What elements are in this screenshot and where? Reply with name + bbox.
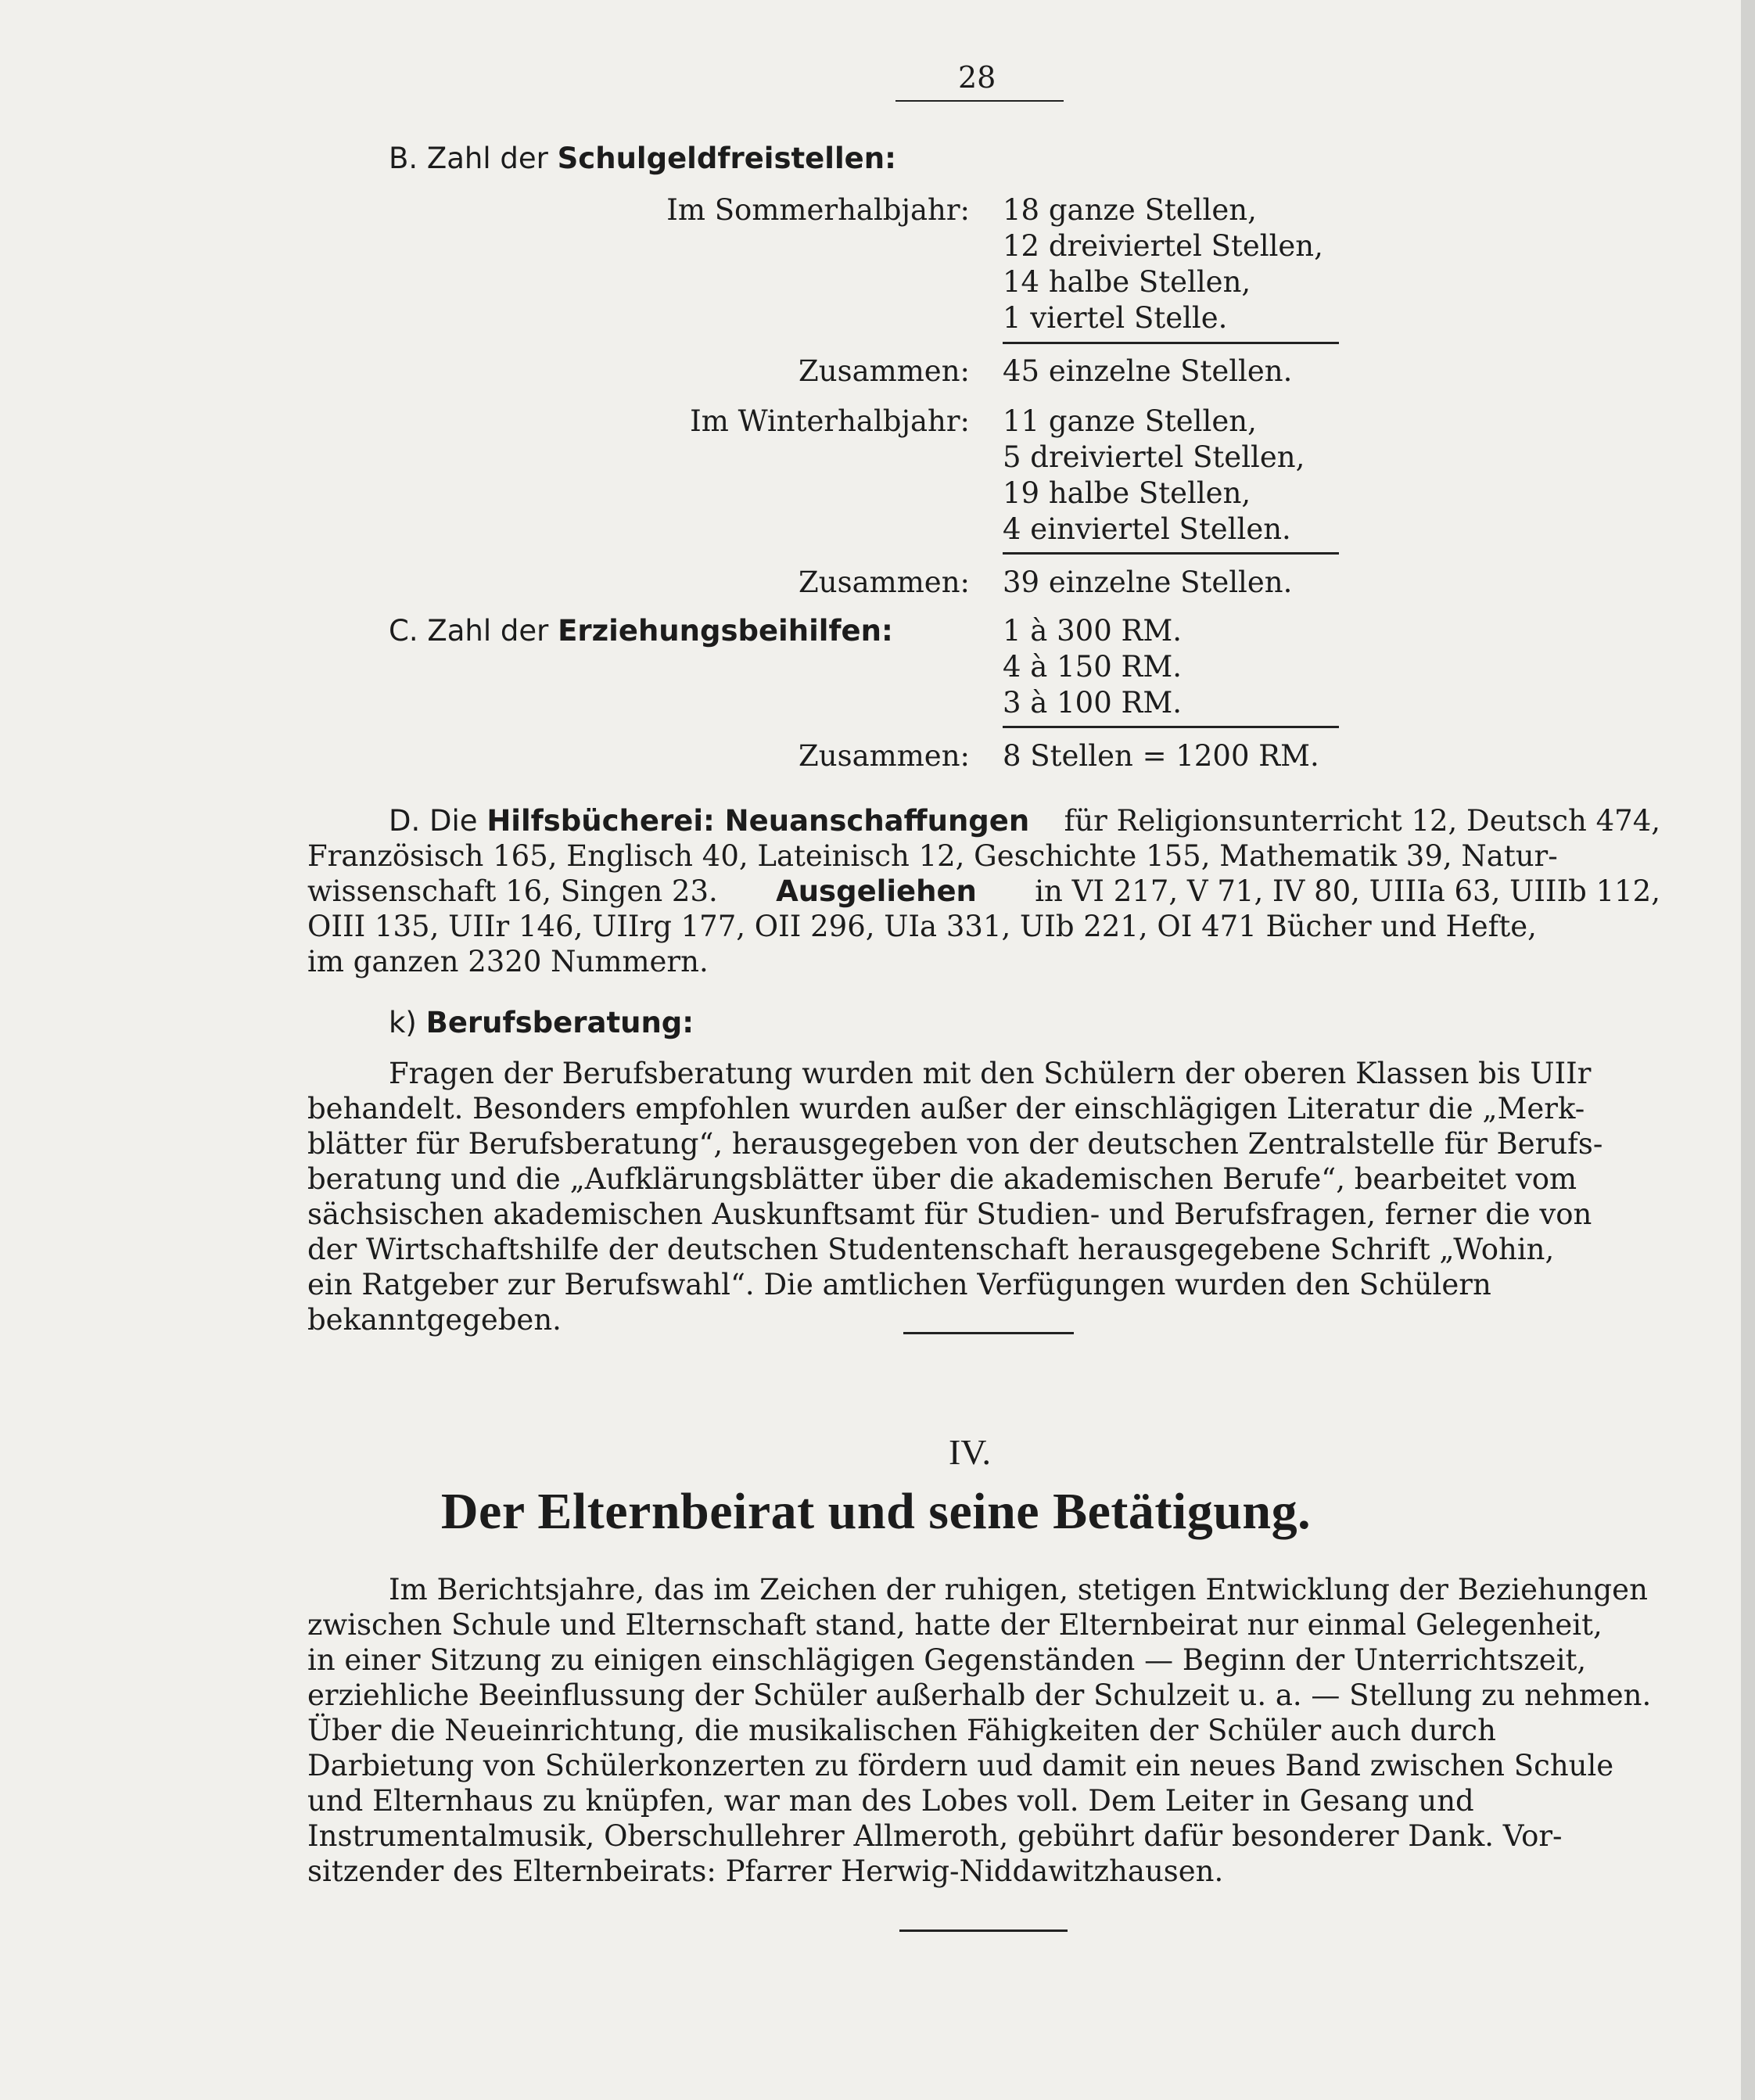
chapter-line-2-text: zwischen Schule und Elternschaft stand, hatte der Elternbeirat nur einmal Gelegenheit, xyxy=(307,1608,1602,1642)
summer-line-4: 1 viertel Stelle. xyxy=(1003,301,1228,335)
section-k-heading xyxy=(389,1005,694,1041)
section-k-line-5-text: sächsischen akademischen Auskunftsamt für Studien- und Berufsfragen, ferner die von xyxy=(307,1197,1592,1231)
winter-label: Im Winterhalbjahr: xyxy=(690,404,970,438)
section-d-line-5 xyxy=(307,944,1660,979)
section-k-prefix: k) xyxy=(389,1006,417,1039)
section-k-line-3 xyxy=(307,1126,1660,1161)
section-d-line-2 xyxy=(307,838,1660,874)
summer-total-value: 45 einzelne Stellen. xyxy=(1003,354,1293,388)
section-k-line-2-text: behandelt. Besonders empfohlen wurden außer der einschlägigen Literatur die „Merk- xyxy=(307,1092,1585,1125)
section-k-line-6 xyxy=(307,1232,1660,1267)
section-d-line-4 xyxy=(307,909,1660,944)
winter-sum-rule xyxy=(1003,552,1339,555)
section-d-prefix xyxy=(307,803,1029,838)
section-k-line-7-text: ein Ratgeber zur Berufswahl“. Die amtlichen Verfügungen wurden den Schülern xyxy=(307,1268,1491,1301)
chapter-line-9 xyxy=(307,1854,1660,1889)
section-c-sum-rule xyxy=(1003,726,1339,728)
section-c-total-label: Zusammen: xyxy=(799,739,970,773)
section-k-bold-label: Berufsberatung: xyxy=(425,1006,694,1039)
section-d-paragraph xyxy=(307,803,1660,979)
chapter-line-4 xyxy=(307,1678,1660,1713)
section-k-line-5 xyxy=(307,1197,1660,1232)
section-d-line-3-rest: in VI 217, V 71, IV 80, UIIIa 63, UIIIb 112, xyxy=(1035,874,1660,908)
chapter-line-1 xyxy=(307,1572,1660,1607)
chapter-numeral: IV. xyxy=(948,1432,992,1472)
section-k-line-3-text: blätter für Berufsberatung“, herausgegeben von der deutschen Zentralstelle für Berufs- xyxy=(307,1127,1603,1161)
page-number-rule xyxy=(895,100,1064,102)
section-c-prefix: C. Zahl der xyxy=(389,614,549,648)
chapter-line-5-text: Über die Neueinrichtung, die musikalischen Fähigkeiten der Schüler auch durch xyxy=(307,1714,1496,1747)
section-b-heading xyxy=(389,141,896,177)
section-d-line-5-text: im ganzen 2320 Nummern. xyxy=(307,945,709,978)
section-d-line-3 xyxy=(307,874,1660,909)
section-c-total-value: 8 Stellen = 1200 RM. xyxy=(1003,739,1319,773)
section-c-line-3: 3 à 100 RM. xyxy=(1003,686,1183,720)
chapter-line-9-text: sitzender des Elternbeirats: Pfarrer Herwig-Niddawitzhausen. xyxy=(307,1854,1224,1888)
winter-line-1: 11 ganze Stellen, xyxy=(1003,404,1257,438)
section-c-line-1: 1 à 300 RM. xyxy=(1003,614,1183,648)
chapter-title: Der Elternbeirat und seine Betätigung. xyxy=(440,1483,1312,1540)
section-k-line-8-text: bekanntgegeben. xyxy=(307,1303,562,1337)
section-k-line-7 xyxy=(307,1267,1660,1302)
winter-line-4: 4 einviertel Stellen. xyxy=(1003,512,1291,546)
section-b-bold-label: Schulgeldfreistellen: xyxy=(557,142,896,175)
section-k-end-rule xyxy=(903,1332,1074,1334)
section-d-line-1 xyxy=(307,803,1660,838)
chapter-line-1-text: Im Berichtsjahre, das im Zeichen der ruhigen, stetigen Entwicklung der Beziehungen xyxy=(389,1573,1648,1606)
chapter-line-4-text: erziehliche Beeinflussung der Schüler außerhalb der Schulzeit u. a. — Stellung zu nehmen. xyxy=(307,1678,1652,1712)
section-k-paragraph xyxy=(307,1056,1660,1337)
winter-line-2: 5 dreiviertel Stellen, xyxy=(1003,440,1305,474)
chapter-line-8 xyxy=(307,1818,1660,1854)
chapter-end-rule xyxy=(899,1929,1068,1932)
summer-total-label: Zusammen: xyxy=(799,354,970,388)
chapter-line-8-text: Instrumentalmusik, Oberschullehrer Allmeroth, gebührt dafür besonderer Dank. Vor- xyxy=(307,1819,1563,1853)
chapter-line-3 xyxy=(307,1642,1660,1678)
section-c-heading xyxy=(389,613,893,649)
winter-total-label: Zusammen: xyxy=(799,565,970,599)
section-k-line-6-text: der Wirtschaftshilfe der deutschen Studentenschaft herausgegebene Schrift „Wohin, xyxy=(307,1233,1555,1266)
chapter-line-7-text: und Elternhaus zu knüpfen, war man des Lobes voll. Dem Leiter in Gesang und xyxy=(307,1784,1474,1818)
winter-line-3: 19 halbe Stellen, xyxy=(1003,476,1251,510)
section-d-line-3-pre: wissenschaft 16, Singen 23. xyxy=(307,874,718,908)
section-c-line-2: 4 à 150 RM. xyxy=(1003,650,1183,684)
chapter-line-5 xyxy=(307,1713,1660,1748)
chapter-line-6 xyxy=(307,1748,1660,1783)
summer-line-3: 14 halbe Stellen, xyxy=(1003,265,1251,299)
summer-line-2: 12 dreiviertel Stellen, xyxy=(1003,229,1323,263)
section-k-line-2 xyxy=(307,1091,1660,1126)
summer-sum-rule xyxy=(1003,342,1339,344)
section-d-line-4-text: OIII 135, UIIr 146, UIIrg 177, OII 296, UIa 331, UIb 221, OI 471 Bücher und Hefte, xyxy=(307,910,1537,943)
chapter-paragraph xyxy=(307,1572,1660,1889)
chapter-line-2 xyxy=(307,1607,1660,1642)
winter-total-value: 39 einzelne Stellen. xyxy=(1003,565,1293,599)
section-d-line-2-text: Französisch 165, Englisch 40, Lateinisch 12, Geschichte 155, Mathematik 39, Natur- xyxy=(307,839,1558,873)
section-d-prefix-text: D. Die xyxy=(389,804,478,838)
chapter-line-6-text: Darbietung von Schülerkonzerten zu fördern uud damit ein neues Band zwischen Schule xyxy=(307,1749,1614,1782)
section-k-line-1-text: Fragen der Berufsberatung wurden mit den Schülern der oberen Klassen bis UIIr xyxy=(389,1057,1592,1090)
section-d-bold-2: Ausgeliehen xyxy=(776,874,977,908)
page-number: 28 xyxy=(958,60,996,95)
section-k-line-4 xyxy=(307,1161,1660,1197)
section-c-bold-label: Erziehungsbeihilfen: xyxy=(558,614,893,648)
chapter-line-7 xyxy=(307,1783,1660,1818)
section-d-bold-1: Hilfsbücherei: Neuanschaffungen xyxy=(486,804,1030,838)
chapter-line-3-text: in einer Sitzung zu einigen einschlägigen Gegenständen — Beginn der Unterrichtszeit, xyxy=(307,1643,1587,1677)
summer-label: Im Sommerhalbjahr: xyxy=(666,193,970,227)
page-edge-shadow xyxy=(1741,0,1755,2100)
section-k-line-4-text: beratung und die „Aufklärungsblätter über die akademischen Berufe“, bearbeitet vom xyxy=(307,1162,1577,1196)
section-k-line-1 xyxy=(307,1056,1660,1091)
section-d-line-1-rest: für Religionsunterricht 12, Deutsch 474, xyxy=(1064,804,1660,838)
summer-line-1: 18 ganze Stellen, xyxy=(1003,193,1257,227)
section-b-prefix: B. Zahl der xyxy=(389,142,548,175)
